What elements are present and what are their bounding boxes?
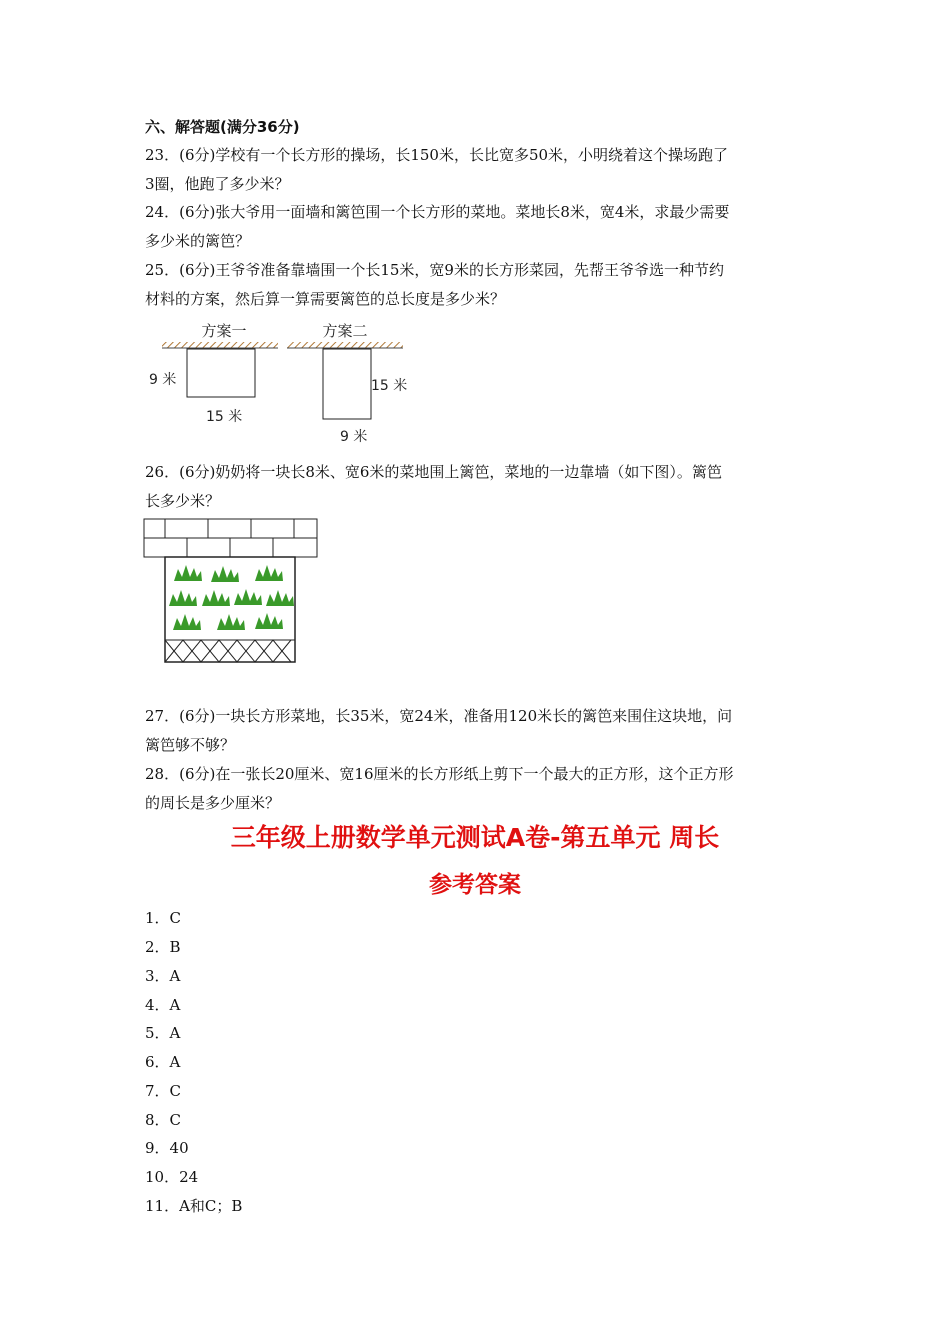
question-25-line2: 材料的方案，然后算一算需要篱笆的总长度是多少米？ [145,290,506,308]
answer-item: 10．24 [145,1168,199,1186]
grass-patches [169,565,294,630]
question-28 [145,760,815,818]
answer-item: 1．C [145,909,182,927]
answer-item: 9．40 [145,1139,189,1157]
question-24 [145,198,815,256]
question-26-line1: 26．(6分)奶奶将一块长8米、宽6米的菜地围上篱笆，菜地的一边靠墙（如下图）。篱笆 [145,463,722,481]
question-24-line1: 24．(6分)张大爷用一面墙和篱笆围一个长方形的菜地。菜地长8米，宽4米，求最少需要 [145,203,730,221]
question-23-line1: 23．(6分)学校有一个长方形的操场，长150米，长比宽多50米，小明绕着这个操场跑了 [145,146,729,164]
garden-figure [143,518,321,666]
plan2-side-label: 15 米 [371,378,408,394]
answer-subtitle: 参考答案 [429,872,521,898]
grass-icon [169,590,197,606]
section-title: 六、解答题(满分36分) [145,118,300,136]
plan1-bottom-label: 15 米 [206,409,243,425]
grass-icon [217,614,245,630]
grass-icon [255,565,283,581]
question-26 [145,458,815,516]
plan2-rect [323,349,371,419]
grass-icon [266,590,294,606]
question-24-line2: 多少米的篱笆？ [145,232,251,250]
question-25 [145,256,815,314]
plan1-side-label: 9 米 [149,372,177,388]
grass-icon [174,565,202,581]
answer-item: 2．B [145,938,181,956]
question-28-line1: 28．(6分)在一张长20厘米、宽16厘米的长方形纸上剪下一个最大的正方形，这个正方形 [145,765,734,783]
answer-item: 6．A [145,1053,181,1071]
plans-figure [140,318,420,450]
question-27-line1: 27．(6分)一块长方形菜地，长35米，宽24米，准备用120米长的篱笆来围住这块地，问 [145,707,733,725]
brick-wall [144,519,317,557]
plan2-bottom-label: 9 米 [340,429,368,445]
answer-item: 7．C [145,1082,182,1100]
answer-item: 3．A [145,967,181,985]
plan2-wall [287,342,403,348]
answer-item: 8．C [145,1111,182,1129]
plan1-label: 方案一 [201,322,247,340]
grass-icon [202,590,230,606]
question-23-line2: 3圈，他跑了多少米？ [145,175,290,193]
plan2-label: 方案二 [322,322,368,340]
grass-icon [234,589,262,605]
grass-icon [211,566,239,582]
question-25-line1: 25．(6分)王爷爷准备靠墙围一个长15米，宽9米的长方形菜园，先帮王爷爷选一种节约 [145,261,724,279]
plan1-wall [162,342,278,348]
answer-title: 三年级上册数学单元测试A卷-第五单元 周长 [230,823,720,852]
question-23 [145,141,815,199]
grass-icon [173,614,201,630]
question-28-line2: 的周长是多少厘米？ [145,794,281,812]
answer-item: 4．A [145,996,181,1014]
fence [165,640,295,662]
plan1-rect [187,349,255,397]
question-27-line2: 篱笆够不够？ [145,736,236,754]
question-27 [145,702,815,760]
answer-item: 5．A [145,1024,181,1042]
question-26-line2: 长多少米？ [145,492,221,510]
answer-item: 11．A和C；B [145,1197,243,1215]
grass-icon [255,613,283,629]
